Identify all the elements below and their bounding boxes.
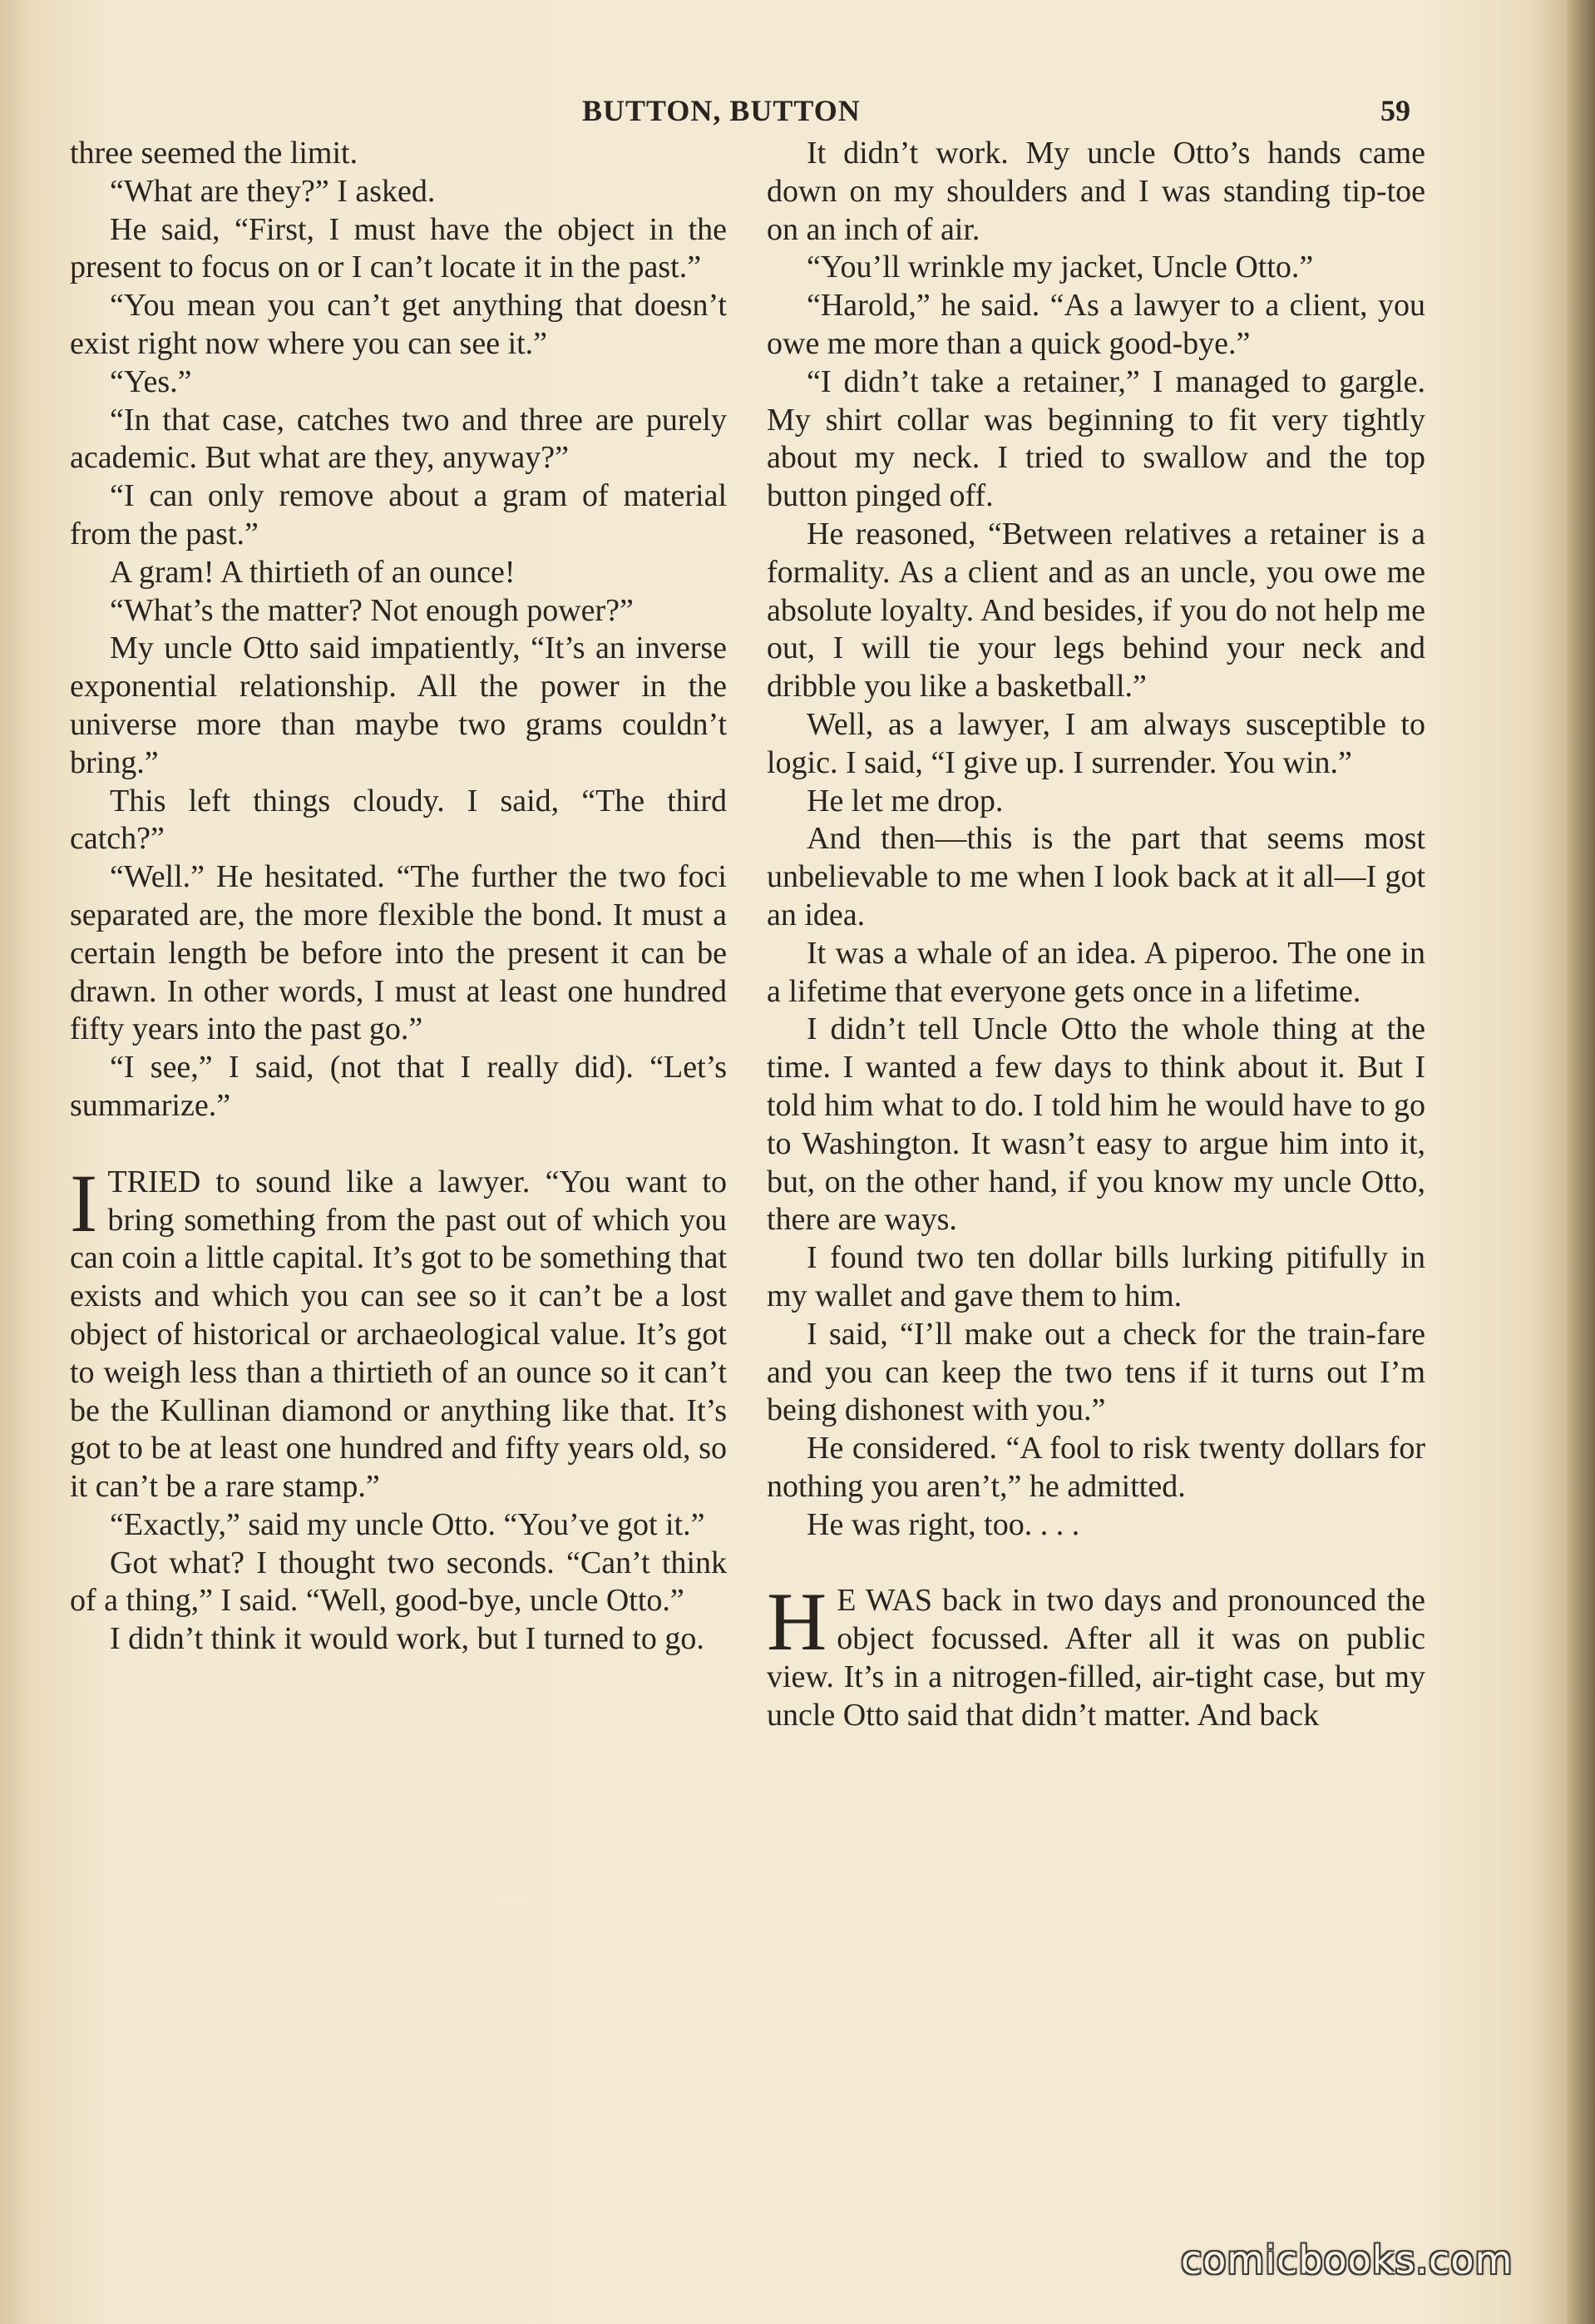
- paragraph: He let me drop.: [807, 783, 1004, 818]
- drop-cap-lead-in: E WAS: [837, 1583, 933, 1619]
- paragraph: “Harold,” he said. “As a lawyer to a client, you owe me more than a quick good-bye.”: [767, 288, 1425, 361]
- drop-cap: I: [70, 1156, 98, 1249]
- paragraph: “What are they?” I asked.: [110, 173, 436, 209]
- paragraph: “Yes.”: [110, 363, 192, 399]
- paragraph: “You mean you can’t get anything that doesn’t exist right now where you can see it.”: [70, 288, 727, 361]
- paragraph: This left things cloudy. I said, “The third catch?”: [70, 783, 727, 857]
- paragraph: Got what? I thought two seconds. “Can’t think of a thing,” I said. “Well, good-bye, uncle Otto.”: [70, 1545, 727, 1619]
- paragraph: “What’s the matter? Not enough power?”: [110, 592, 634, 628]
- paragraph: He reasoned, “Between relatives a retainer is a formality. As a client and as an uncle, you owe me absolute loyalty. And besides, if you do not help me out, I will tie your legs behind your neck and dribble you like a basketball.”: [767, 516, 1425, 705]
- paragraph: three seemed the limit.: [70, 136, 358, 171]
- paragraph: [767, 1575, 1425, 1734]
- running-title: BUTTON, BUTTON: [582, 94, 861, 127]
- paragraph: “I didn’t take a retainer,” I managed to gargle. My shirt collar was beginning to fit very tightly about my neck. I tried to swallow and the top button pinged off.: [767, 363, 1425, 514]
- paragraph: A gram! A thirtieth of an ounce!: [110, 554, 516, 590]
- paragraph-text: back in two days and pronounced the object focussed. After all it was on public view. It’s in a nitrogen-filled, air-tight case, but my uncle Otto said that didn’t matter. And back: [767, 1583, 1425, 1733]
- paragraph: And then—this is the part that seems most unbelievable to me when I look back at it all—I got an idea.: [767, 821, 1425, 932]
- drop-cap-lead-in: TRIED: [107, 1164, 201, 1199]
- paragraph: “I see,” I said, (not that I really did). “Let’s summarize.”: [70, 1050, 727, 1123]
- paragraph: It didn’t work. My uncle Otto’s hands came down on my shoulders and I was standing tip-toe on an inch of air.: [767, 136, 1425, 247]
- paragraph-text: to sound like a lawyer. “You want to bring something from the past out of which you can coin a little capital. It’s got to be something that exists and which you can see so it can’t be a lost object of historical or archaeological value. It’s got to weigh less than a thirtieth of an ounce so it can’t be the Kullinan diamond or anything like that. It’s got to be at least one hundred and fifty years old, so it can’t be a rare stamp.”: [70, 1164, 727, 1505]
- paragraph: My uncle Otto said impatiently, “It’s an inverse exponential relationship. All the power in the universe more than maybe two grams couldn’t bring.”: [70, 630, 727, 780]
- paragraph: “Exactly,” said my uncle Otto. “You’ve got it.”: [110, 1506, 705, 1542]
- paragraph: “Well.” He hesitated. “The further the two foci separated are, the more flexible the bond. It must a certain length be before into the present it can be drawn. In other words, I must at least one hundred fifty years into the past go.”: [70, 859, 727, 1047]
- paragraph: I said, “I’ll make out a check for the train-fare and you can keep the two tens if it turns out I’m being dishonest with you.”: [767, 1316, 1425, 1428]
- left-text-column: [70, 135, 727, 1659]
- paragraph: I found two ten dollar bills lurking pitifully in my wallet and gave them to him.: [767, 1240, 1425, 1313]
- paragraph: He said, “First, I must have the object in the present to focus on or I can’t locate it in the past.”: [70, 211, 727, 285]
- paragraph: [70, 1156, 727, 1506]
- paragraph: I didn’t tell Uncle Otto the whole thing at the time. I wanted a few days to think about it. But I told him what to do. I told him he would have to go to Washington. It wasn’t easy to argue him into it, but, on the other hand, if you know my uncle Otto, there are ways.: [767, 1011, 1425, 1238]
- paragraph: It was a whale of an idea. A piperoo. The one in a lifetime that everyone gets once in a lifetime.: [767, 935, 1425, 1009]
- right-text-column: [767, 135, 1425, 1735]
- watermark-logo: comicbooks.com: [1181, 2237, 1514, 2282]
- paragraph: I didn’t think it would work, but I turned to go.: [110, 1621, 704, 1657]
- paragraph: “I can only remove about a gram of material from the past.”: [70, 478, 727, 551]
- drop-cap: H: [767, 1575, 827, 1669]
- page-binding-edge: [1567, 0, 1595, 2324]
- paragraph: He was right, too. . . .: [807, 1506, 1080, 1542]
- page-header: [0, 93, 1595, 135]
- paragraph: “You’ll wrinkle my jacket, Uncle Otto.”: [807, 250, 1314, 285]
- page-number: 59: [1380, 94, 1410, 127]
- paragraph: Well, as a lawyer, I am always susceptible to logic. I said, “I give up. I surrender. You win.”: [767, 706, 1425, 780]
- paragraph: “In that case, catches two and three are purely academic. But what are they, anyway?”: [70, 402, 727, 476]
- paragraph: He considered. “A fool to risk twenty dollars for nothing you aren’t,” he admitted.: [767, 1431, 1425, 1504]
